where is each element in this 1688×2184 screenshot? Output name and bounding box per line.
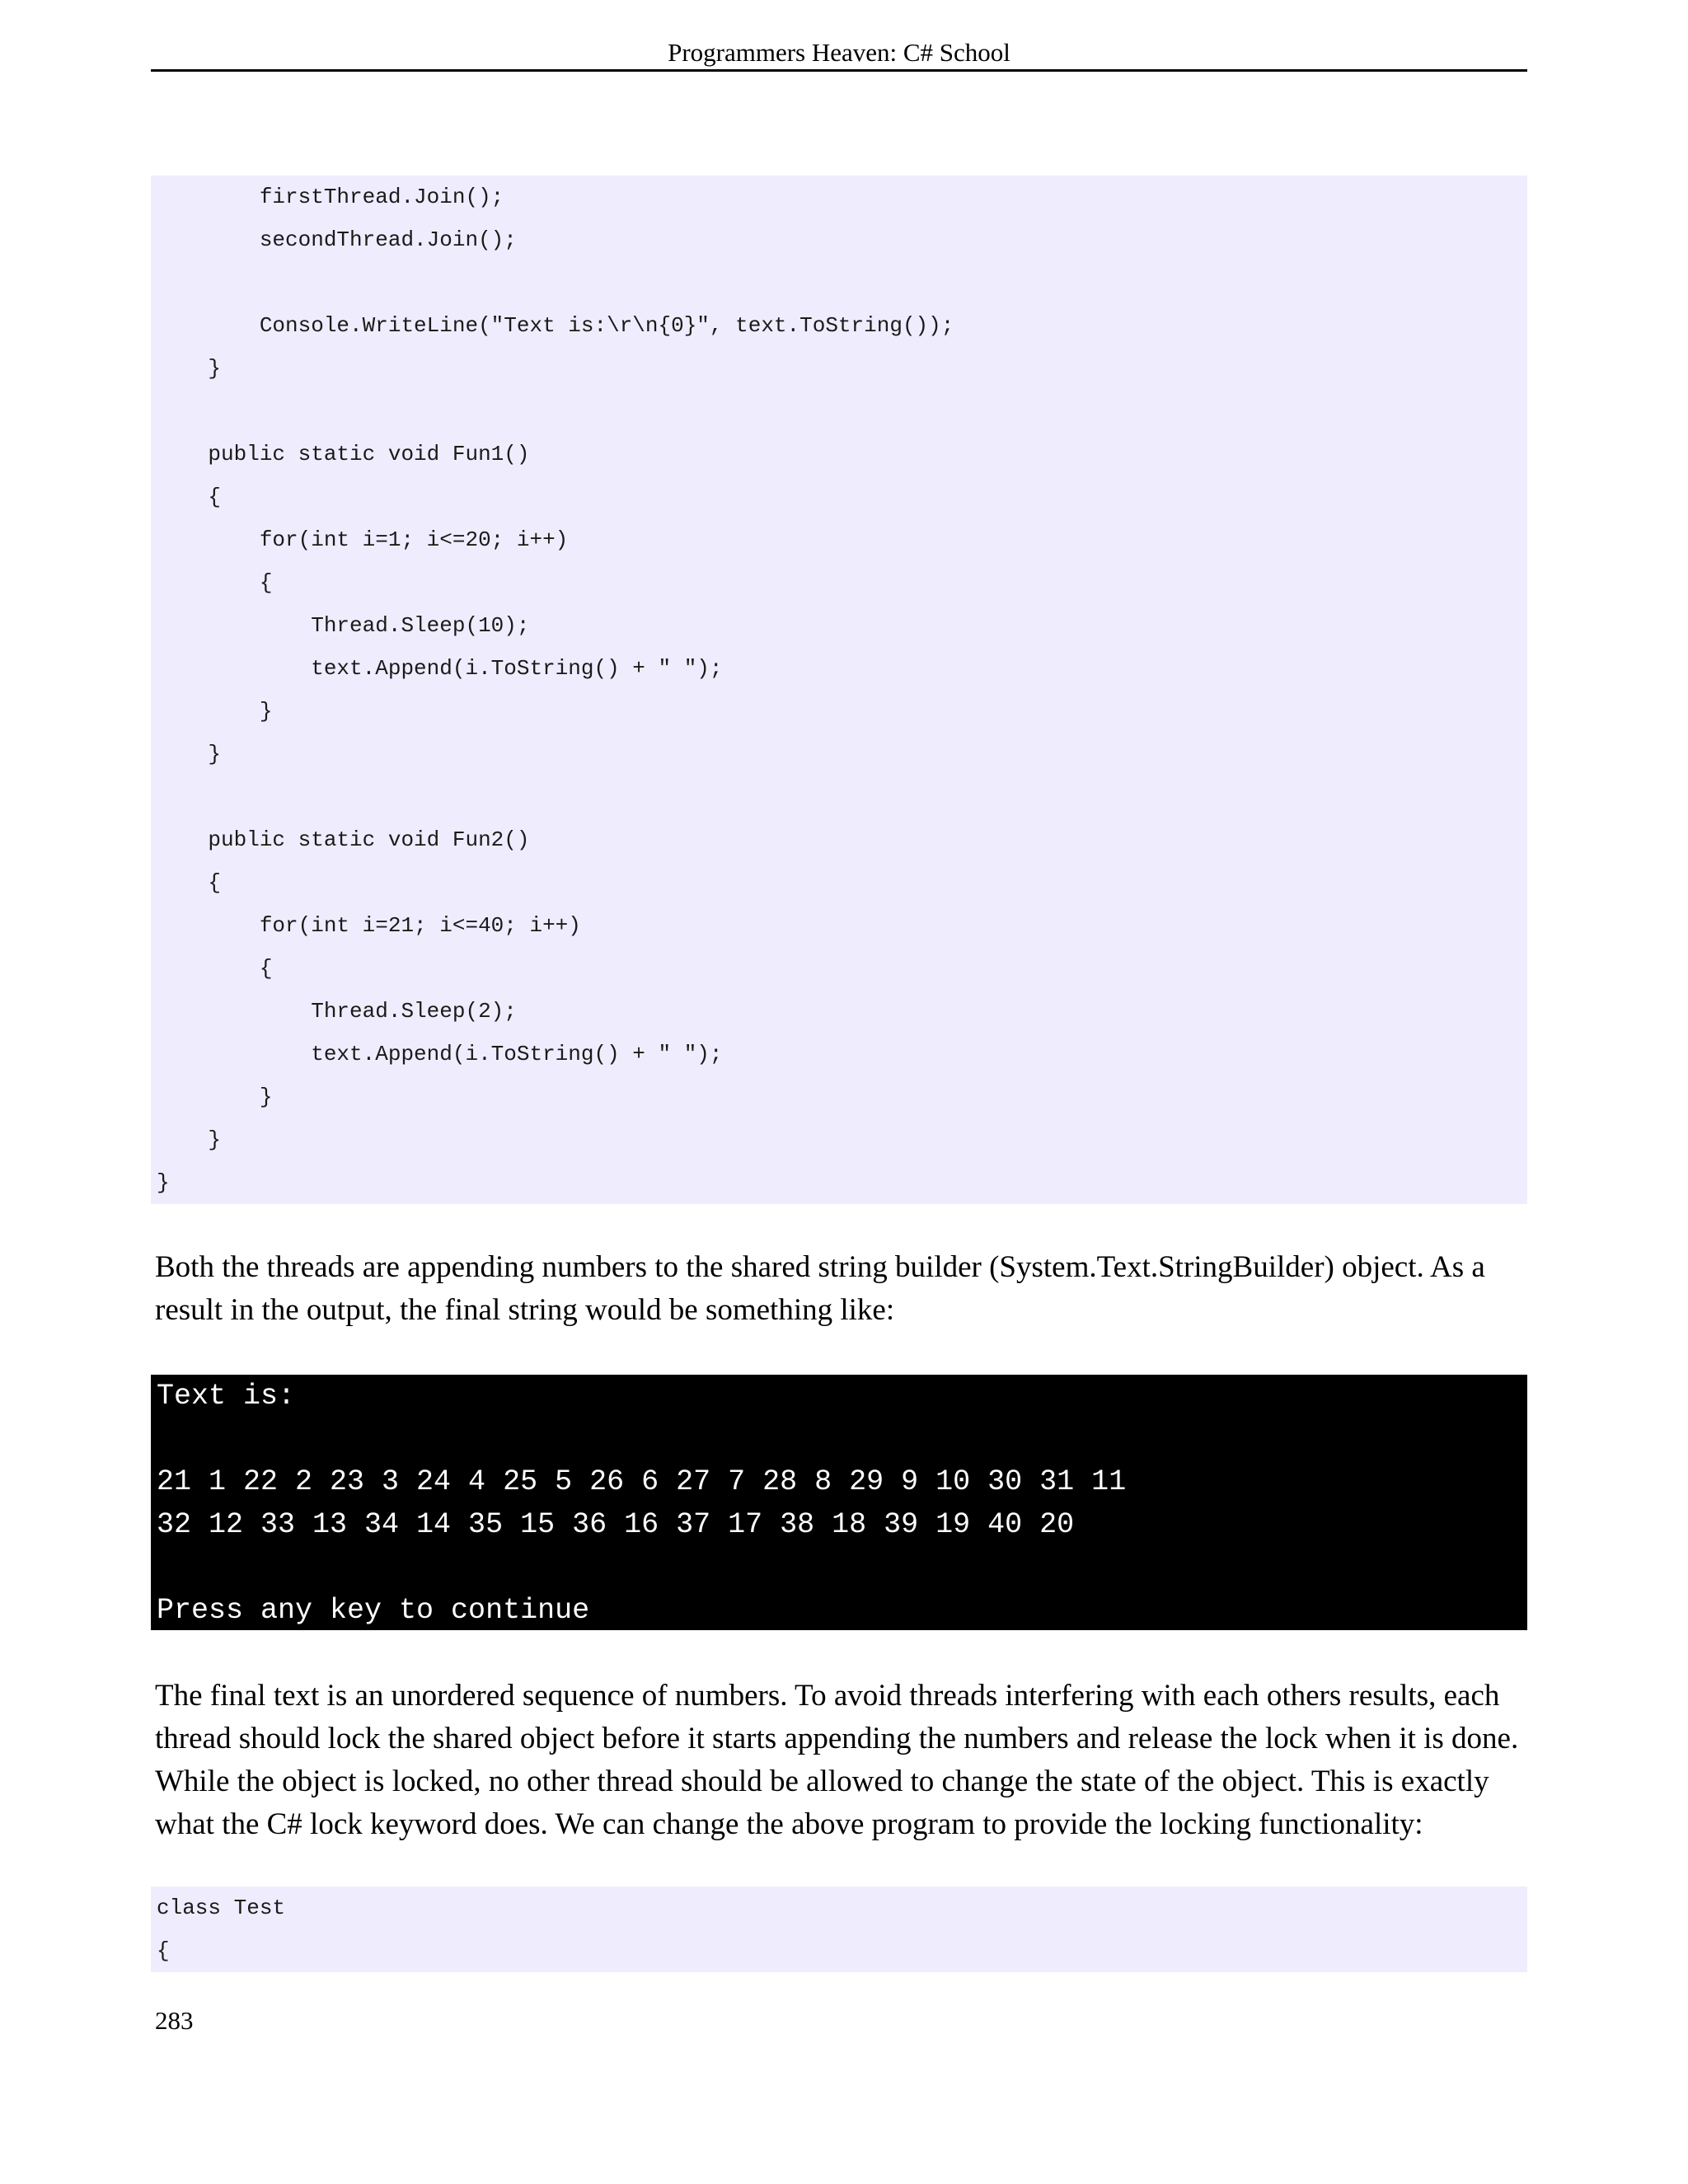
code-line: { <box>157 485 222 509</box>
code-line: { <box>157 870 222 895</box>
code-line: } <box>157 699 273 724</box>
code-line: for(int i=21; i<=40; i++) <box>157 913 581 938</box>
paragraph-lock-keyword <box>155 1675 1531 1846</box>
console-line: 32 12 33 13 34 14 35 15 36 16 37 17 38 18 39 19 40 20 <box>157 1508 1075 1541</box>
code-block-thread-example <box>151 176 1527 1204</box>
code-line: } <box>157 742 222 766</box>
code-block-class-test <box>151 1886 1527 1972</box>
code-line: { <box>157 956 273 981</box>
code-line: } <box>157 1085 273 1109</box>
code-line: public static void Fun2() <box>157 827 530 852</box>
code-line: secondThread.Join(); <box>157 227 517 252</box>
paragraph-text: The final text is an unordered sequence of numbers. To avoid threads interfering with each others results, each thread should lock the shared object before it starts appending the numbers and release the lock when it is done. While the object is locked, no other thread should be allowed to change the state of the object. This is exactly what the C# lock keyword does. We can change the above program to provide the locking functionality: <box>155 1679 1519 1841</box>
page-number: 283 <box>155 2006 194 2035</box>
code-line: text.Append(i.ToString() + " "); <box>157 1042 723 1066</box>
code-line: } <box>157 1170 170 1195</box>
console-output <box>151 1375 1527 1630</box>
code-line <box>151 390 1527 433</box>
header-rule <box>151 69 1527 72</box>
code-line: { <box>157 570 273 595</box>
console-line: Press any key to continue <box>157 1594 590 1627</box>
console-line <box>151 1546 1527 1589</box>
console-line: 21 1 22 2 23 3 24 4 25 5 26 6 27 7 28 8 29 9 10 30 31 11 <box>157 1465 1127 1498</box>
code-line: public static void Fun1() <box>157 442 530 466</box>
code-line: class Test <box>157 1896 286 1920</box>
code-line: text.Append(i.ToString() + " "); <box>157 656 723 681</box>
code-line: for(int i=1; i<=20; i++) <box>157 527 569 552</box>
console-line <box>151 1418 1527 1460</box>
console-line: Text is: <box>157 1380 296 1413</box>
running-header: Programmers Heaven: C# School <box>668 38 1010 67</box>
paragraph-text: Both the threads are appending numbers to the shared string builder (System.Text.StringBuilder) object. As a result in the output, the final string would be something like: <box>155 1250 1485 1327</box>
code-line: } <box>157 356 222 381</box>
code-line: Thread.Sleep(2); <box>157 999 517 1024</box>
code-line: } <box>157 1127 222 1152</box>
code-line <box>151 261 1527 304</box>
paragraph-shared-builder <box>155 1246 1531 1332</box>
code-line: Console.WriteLine("Text is:\r\n{0}", text.ToString()); <box>157 313 954 338</box>
code-line: firstThread.Join(); <box>157 185 504 209</box>
code-line: { <box>157 1938 170 1963</box>
code-line: Thread.Sleep(10); <box>157 613 530 638</box>
code-line <box>151 776 1527 818</box>
